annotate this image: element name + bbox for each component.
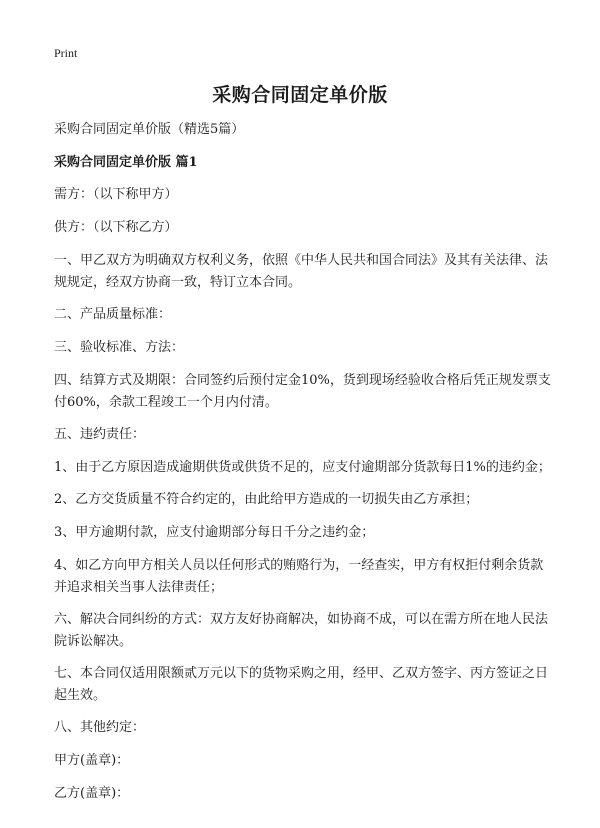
print-label: Print bbox=[54, 46, 78, 60]
document-body bbox=[54, 119, 554, 816]
paragraph-clause-6: 六、解决合同纠纷的方式：双方友好协商解决，如协商不成，可以在需方所在地人民法院诉讼解决。 bbox=[54, 612, 549, 649]
paragraph-clause-4: 四、结算方式及期限：合同签约后预付定金10%，货到现场经验收合格后凭正规发票支付60%，余款工程竣工一个月内付清。 bbox=[54, 373, 551, 410]
paragraph-clause-2: 二、产品质量标准： bbox=[54, 307, 172, 322]
paragraph-clause-7: 七、本合同仅适用限额贰万元以下的货物采购之用，经甲、乙双方签字、丙方签证之日起生效。 bbox=[54, 666, 549, 703]
section-heading: 采购合同固定单价版 篇1 bbox=[54, 155, 198, 170]
paragraph-buyer: 需方：（以下称甲方） bbox=[54, 187, 178, 202]
signature-party-a: 甲方(盖章)： bbox=[54, 753, 130, 768]
document-subtitle: 采购合同固定单价版（精选5篇） bbox=[54, 122, 245, 137]
paragraph-breach-2: 2、乙方交货质量不符合约定的，由此给甲方造成的一切损失由乙方承担； bbox=[54, 492, 479, 507]
paragraph-supplier: 供方：（以下称乙方） bbox=[54, 220, 178, 235]
paragraph-breach-4: 4、如乙方向甲方相关人员以任何形式的贿赂行为，一经查实，甲方有权拒付剩余货款并追求相关当事人法律责任； bbox=[54, 558, 544, 595]
paragraph-clause-1: 一、甲乙双方为明确双方权利义务，依照《中华人民共和国合同法》及其有关法律、法规规定，经双方协商一致，特订立本合同。 bbox=[54, 253, 549, 290]
paragraph-breach-3: 3、甲方逾期付款，应支付逾期部分每日千分之违约金； bbox=[54, 525, 375, 540]
paragraph-clause-5: 五、违约责任： bbox=[54, 427, 146, 442]
paragraph-clause-8: 八、其他约定： bbox=[54, 720, 146, 735]
signature-party-b: 乙方(盖章)： bbox=[54, 786, 130, 801]
paragraph-breach-1: 1、由于乙方原因造成逾期供货或供货不足的，应支付逾期部分货款每日1%的违约金； bbox=[54, 460, 551, 475]
paragraph-clause-3: 三、验收标准、方法： bbox=[54, 340, 185, 355]
page-title: 采购合同固定单价版 bbox=[212, 84, 388, 106]
